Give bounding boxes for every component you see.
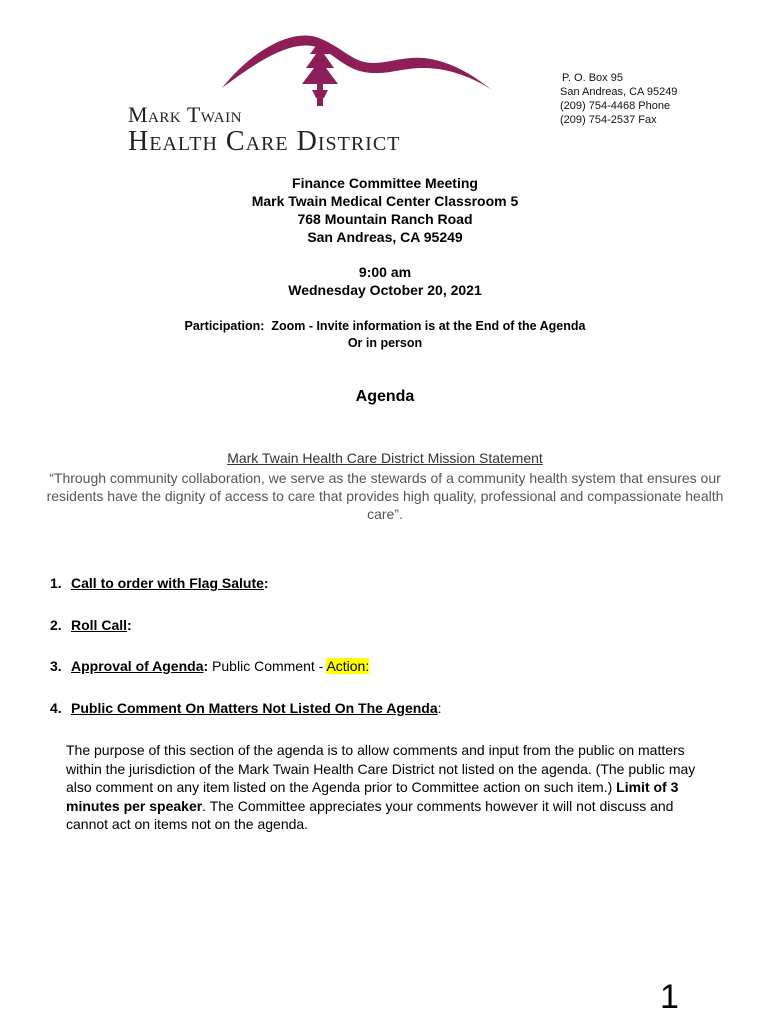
item-number: 3. <box>50 658 62 674</box>
item-label: Roll Call <box>71 617 128 633</box>
item-number: 1. <box>50 575 62 591</box>
action-highlight: Action: <box>326 658 370 674</box>
meeting-location: Mark Twain Medical Center Classroom 5 <box>251 193 519 209</box>
mission-title: Mark Twain Health Care District Mission Statement <box>227 450 543 466</box>
page-number: 1 <box>660 978 679 1016</box>
public-comment-paragraph: The purpose of this section of the agenda is to allow comments and input from the public on matters within the jurisdiction of the Mark Twain Health Care District not listed on the agenda. (The public may also comment on any item listed on the Agenda prior to Committee action on such item.) Limit of 3 minutes per speaker. The Committee appreciates your comments however it will not discuss and cannot act on items not on the agenda. <box>66 742 696 832</box>
agenda-item-4: 4. Public Comment On Matters Not Listed On The Agenda: <box>50 700 442 716</box>
meeting-time: 9:00 am <box>358 264 412 280</box>
agenda-heading: Agenda <box>355 388 415 405</box>
district-address <box>560 71 677 127</box>
participation-info <box>0 318 770 352</box>
agenda-item-1: 1. Call to order with Flag Salute: <box>50 575 269 591</box>
mountain-tree-logo-icon <box>124 28 496 108</box>
meeting-date: Wednesday October 20, 2021 <box>288 282 482 298</box>
meeting-info <box>0 174 770 246</box>
participation-line-1: Participation: Zoom - Invite information is at the End of the Agenda <box>184 319 586 333</box>
mission-text: “Through community collaboration, we serve as the stewards of a community health system that ensures our residents have the dignity of access to care that provides high quality, professional and compassionate health care”. <box>46 470 724 522</box>
meeting-city: San Andreas, CA 95249 <box>307 229 463 245</box>
time-limit-text: Limit of 3 minutes per speaker <box>66 779 679 814</box>
item-rest: Public Comment - <box>208 658 327 674</box>
item-label: Public Comment On Matters Not Listed On The Agenda <box>71 700 438 716</box>
meeting-street: 768 Mountain Ranch Road <box>297 211 473 227</box>
item-label: Approval of Agenda <box>71 658 204 674</box>
district-logo <box>124 28 496 158</box>
address-line-phone: (209) 754-4468 Phone <box>560 100 671 112</box>
address-line-city: San Andreas, CA 95249 <box>560 86 678 98</box>
meeting-datetime <box>0 263 770 299</box>
agenda-item-2: 2. Roll Call: <box>50 617 132 633</box>
address-line-fax: (209) 754-2537 Fax <box>560 114 657 126</box>
logo-text-line1: Mark Twain <box>128 102 242 127</box>
item-number: 4. <box>50 700 62 716</box>
participation-line-2: Or in person <box>347 336 423 350</box>
address-line-po-box: P. O. Box 95 <box>562 72 623 84</box>
agenda-item-3: 3. Approval of Agenda: Public Comment - Action: <box>50 658 370 674</box>
item-label: Call to order with Flag Salute <box>71 575 264 591</box>
logo-text-line2: Health Care District <box>128 126 401 157</box>
meeting-title: Finance Committee Meeting <box>292 175 478 191</box>
item-number: 2. <box>50 617 62 633</box>
